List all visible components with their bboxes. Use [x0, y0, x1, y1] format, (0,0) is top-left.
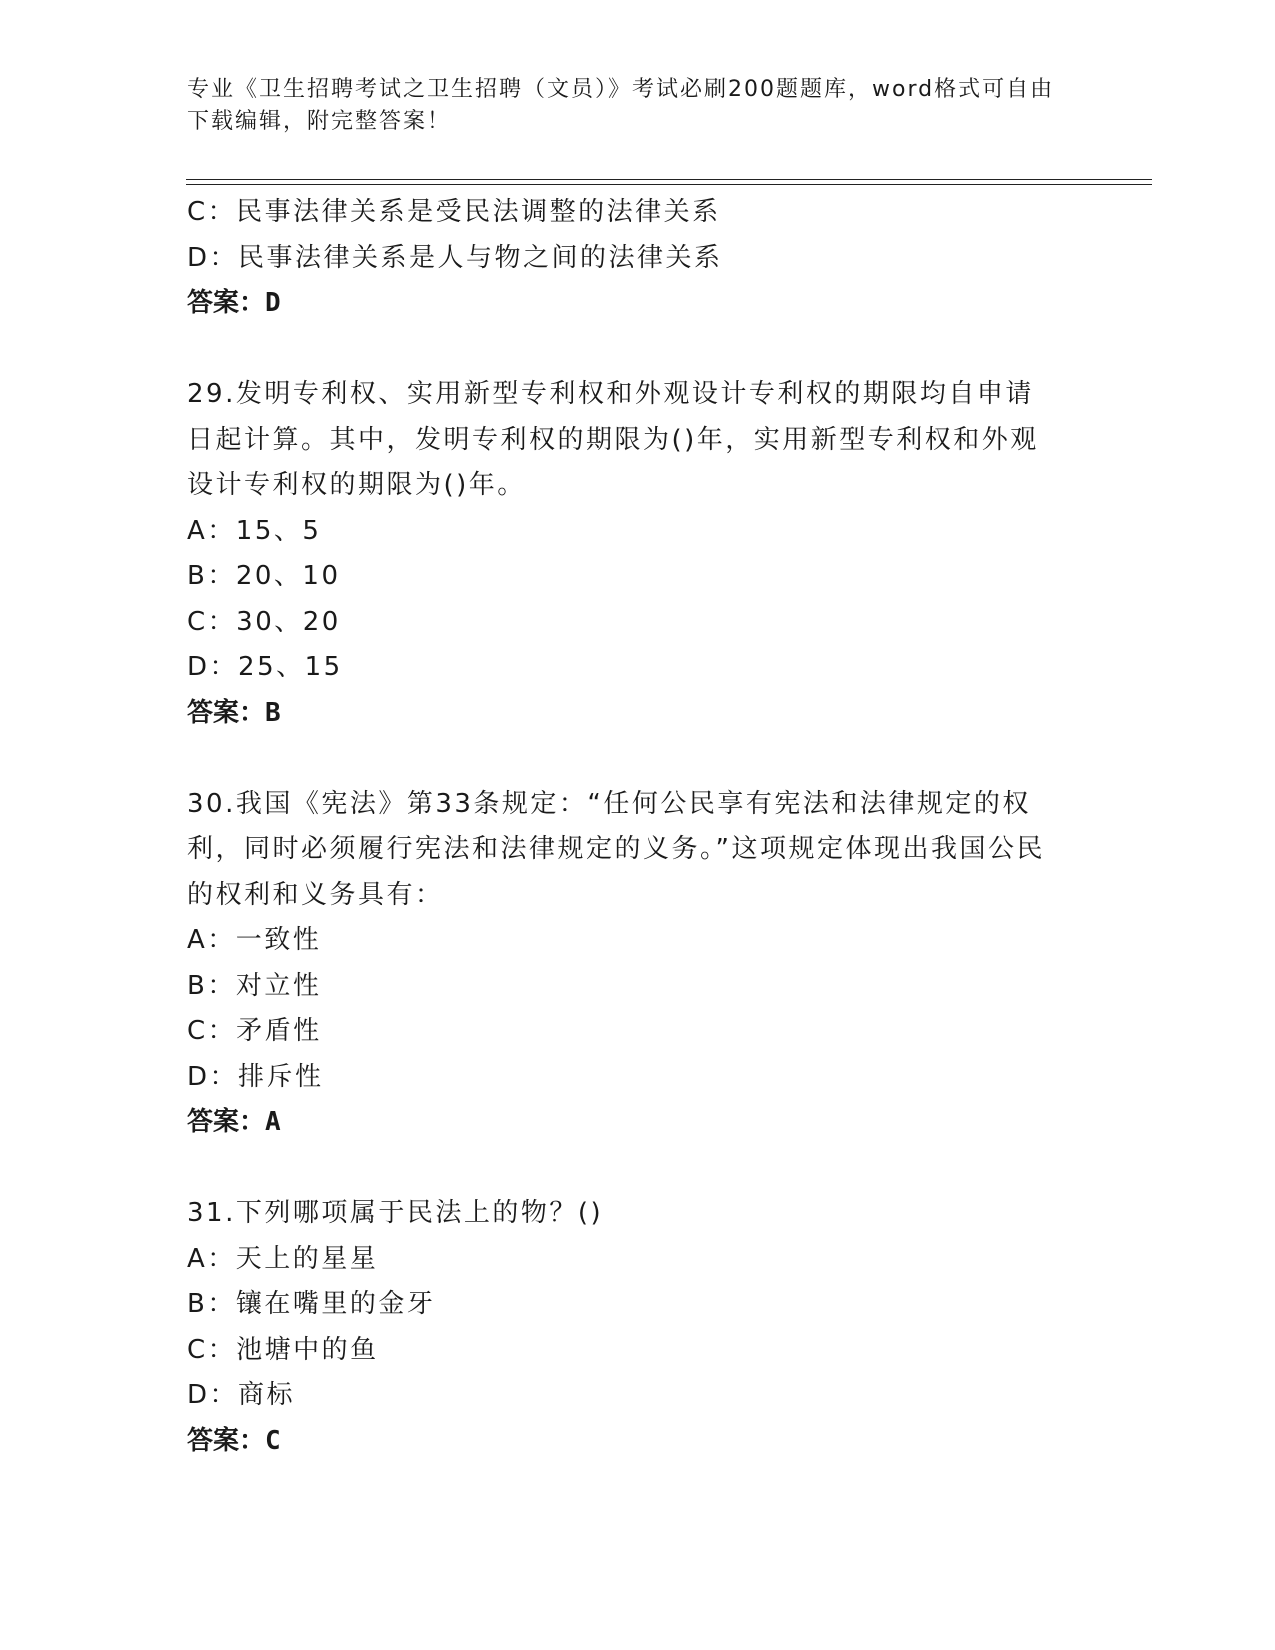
option-a: A：天上的星星: [187, 1243, 379, 1274]
question-31: [187, 1191, 1087, 1464]
document-header: [187, 74, 1067, 138]
option-c: C：矛盾性: [187, 1016, 322, 1046]
header-divider-top: [186, 179, 1152, 180]
question-stem: 30.我国《宪法》第33条规定：“任何公民享有宪法和法律规定的权利，同时必须履行宪法和法律规定的义务。”这项规定体现出我国公民的权利和义务具有：: [187, 788, 1045, 910]
question-stem: 31.下列哪项属于民法上的物？(): [187, 1198, 604, 1228]
option-c: C：池塘中的鱼: [187, 1334, 379, 1365]
option-b: B：对立性: [187, 970, 322, 1001]
question-list: [187, 190, 1087, 1464]
option-a: A：一致性: [187, 925, 322, 955]
option-d: D：25、15: [187, 652, 343, 682]
option-b: B：镶在嘴里的金牙: [187, 1289, 436, 1319]
question-stem: 29.发明专利权、实用新型专利权和外观设计专利权的期限均自申请日起计算。其中，发明专利权的期限为()年，实用新型专利权和外观设计专利权的期限为()年。: [187, 379, 1039, 500]
option-c: C：民事法律关系是受民法调整的法律关系: [187, 197, 721, 227]
option-d: D：商标: [187, 1380, 296, 1410]
option-d: D：民事法律关系是人与物之间的法律关系: [187, 242, 723, 273]
option-c: C：30、20: [187, 606, 341, 637]
answer-line: 答案：A: [187, 1107, 281, 1137]
answer-line: 答案：D: [187, 288, 281, 318]
option-b: B：20、10: [187, 561, 341, 591]
option-a: A：15、5: [187, 515, 322, 546]
option-d: D：排斥性: [187, 1061, 324, 1092]
header-title: 专业《卫生招聘考试之卫生招聘（文员）》考试必刷200题题库，word格式可自由下载编辑，附完整答案！: [187, 77, 1055, 134]
spacer: [187, 327, 1087, 373]
question-30: [187, 782, 1087, 1146]
spacer: [187, 1146, 1087, 1192]
answer-line: 答案：C: [187, 1425, 281, 1456]
spacer: [187, 736, 1087, 782]
answer-line: 答案：B: [187, 697, 281, 728]
header-divider-bottom: [186, 184, 1152, 185]
question-continuation: [187, 190, 1087, 327]
question-29: [187, 372, 1087, 736]
